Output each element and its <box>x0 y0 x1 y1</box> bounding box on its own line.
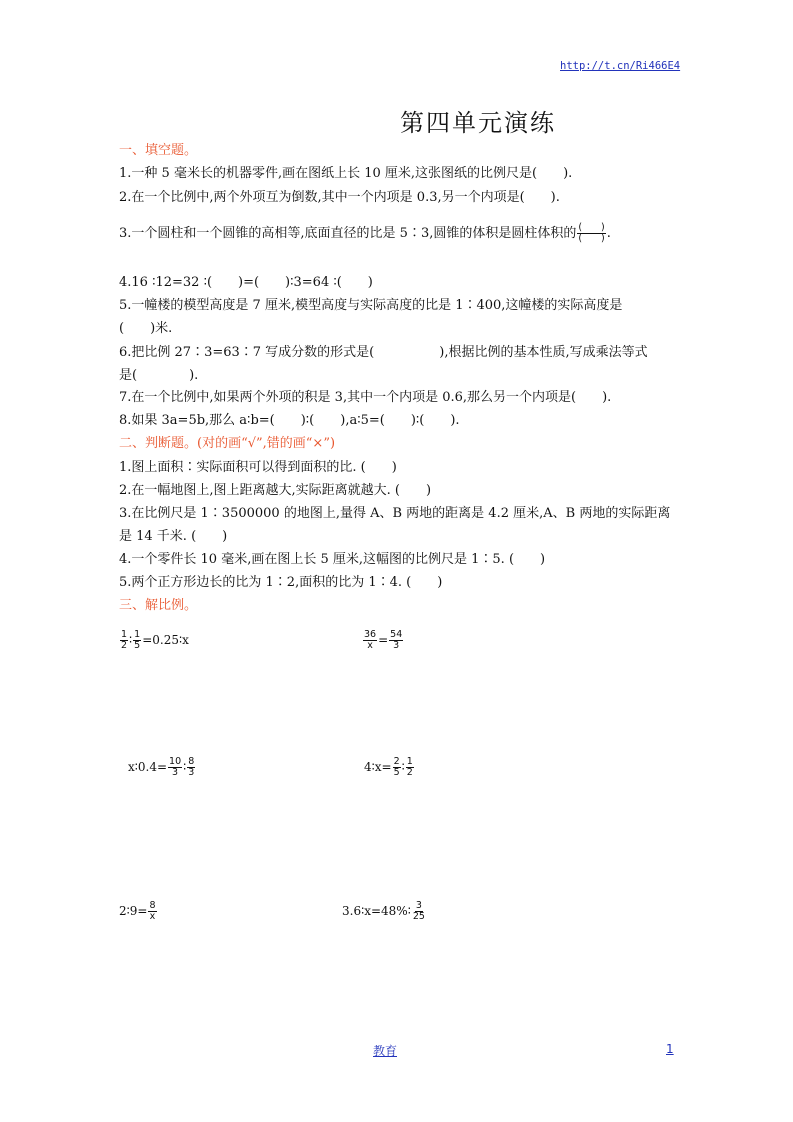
equation-rest: =0.25∶x <box>142 632 189 647</box>
fraction-denominator: 5 <box>134 639 141 651</box>
fraction-numerator: ( ) <box>578 222 605 234</box>
equation-lead: 3.6∶x=48%∶ <box>342 903 411 918</box>
fraction-numerator: 54 <box>390 629 403 640</box>
section-solve-heading: 三、解比例。 <box>119 598 198 613</box>
fraction-denominator: 3 <box>188 766 195 778</box>
fraction <box>363 630 377 651</box>
section-judge-heading: 二、判断题。(对的画“√”,错的画“×”) <box>119 436 336 451</box>
ratio-sign: ∶ <box>129 632 133 647</box>
fill-in-question-3-text: 3.一个圆柱和一个圆锥的高相等,底面直径的比是 5∶3,圆锥的体积是圆柱体积的 <box>119 226 577 241</box>
fill-in-question-1: 1.一种 5 毫米长的机器零件,画在图纸上长 10 厘米,这张图纸的比例尺是( ). <box>119 166 573 181</box>
solve-equation-4 <box>364 757 415 778</box>
fraction-numerator: 3 <box>415 900 422 911</box>
fraction-denominator: 5 <box>393 766 400 778</box>
fill-in-question-4: 4.16 ∶12=32 ∶( )=( )∶3=64 ∶( ) <box>119 275 373 290</box>
equation-lead: 2∶9= <box>119 903 148 918</box>
solve-equation-2 <box>362 630 404 651</box>
solve-equation-5 <box>119 901 158 922</box>
fraction <box>148 901 156 922</box>
fill-in-question-6-line-2: 是( ). <box>119 368 199 383</box>
fraction <box>133 630 141 651</box>
fraction <box>187 757 195 778</box>
equation-lead: 4∶x= <box>364 759 392 774</box>
header-url-link[interactable]: http://t.cn/Ri466E4 <box>560 60 681 72</box>
fill-in-question-5-line-1: 5.一幢楼的模型高度是 7 厘米,模型高度与实际高度的比是 1∶400,这幢楼的实际高度是 <box>119 298 623 313</box>
footer-center-link[interactable]: 教育 <box>373 1044 398 1058</box>
solve-equation-1 <box>119 630 189 651</box>
judge-question-3-line-1: 3.在比例尺是 1∶3500000 的地图上,量得 A、B 两地的距离是 4.2 厘米,A、B 两地的实际距离 <box>119 506 671 521</box>
fraction <box>120 630 128 651</box>
fill-in-question-5-line-2: ( )米. <box>119 321 173 336</box>
judge-question-4: 4.一个零件长 10 毫米,画在图上长 5 厘米,这幅图的比例尺是 1∶5. ( ) <box>119 552 546 567</box>
fraction <box>389 630 403 651</box>
fraction-numerator: 1 <box>406 756 413 767</box>
fill-in-question-6-line-1: 6.把比例 27∶3=63∶7 写成分数的形式是( ),根据比例的基本性质,写成乘法等式 <box>119 345 648 360</box>
fraction-numerator: 10 <box>169 756 182 767</box>
fraction-denominator: 2 <box>406 766 413 778</box>
ratio-sign: ∶ <box>401 759 405 774</box>
fraction <box>412 901 426 922</box>
fraction <box>393 757 401 778</box>
solve-equation-6 <box>342 901 427 922</box>
fill-in-question-3-end: . <box>606 226 611 241</box>
fill-in-question-3-fraction <box>577 223 605 244</box>
fill-in-question-7: 7.在一个比例中,如果两个外项的积是 3,其中一个内项是 0.6,那么另一个内项是( ). <box>119 390 612 405</box>
fraction-numerator: 1 <box>121 629 128 640</box>
judge-question-3-line-2: 是 14 千米. ( ) <box>119 529 228 544</box>
fraction-denominator: 25 <box>412 910 425 922</box>
page-number[interactable]: 1 <box>666 1042 674 1056</box>
fraction-denominator: 3 <box>172 766 179 778</box>
judge-question-2: 2.在一幅地图上,图上距离越大,实际距离就越大. ( ) <box>119 483 432 498</box>
fraction-numerator: 8 <box>149 900 156 911</box>
fraction-denominator: x <box>367 639 373 651</box>
fraction <box>168 757 182 778</box>
fill-in-question-2: 2.在一个比例中,两个外项互为倒数,其中一个内项是 0.3,另一个内项是( ). <box>119 190 560 205</box>
equation-lead: x∶0.4= <box>128 759 168 774</box>
fraction-denominator: x <box>149 910 156 922</box>
fraction-denominator: 3 <box>393 639 400 651</box>
page-title: 第四单元演练 <box>400 109 556 137</box>
judge-question-5: 5.两个正方形边长的比为 1∶2,面积的比为 1∶4. ( ) <box>119 575 443 590</box>
fraction-denominator: 2 <box>121 639 128 651</box>
fraction-numerator: 1 <box>134 629 141 640</box>
fraction-numerator: 2 <box>393 756 400 767</box>
fraction-numerator: 36 <box>364 629 377 640</box>
fill-in-question-8: 8.如果 3a=5b,那么 a∶b=( )∶( ),a∶5=( )∶( ). <box>119 413 460 428</box>
fraction-numerator: 8 <box>188 756 195 767</box>
fill-in-question-3 <box>119 222 611 244</box>
judge-question-1: 1.图上面积∶实际面积可以得到面积的比. ( ) <box>119 460 397 475</box>
ratio-sign: ∶ <box>183 759 187 774</box>
fraction <box>406 757 414 778</box>
equals-sign: = <box>378 632 389 647</box>
solve-equation-3 <box>128 757 196 778</box>
section-fill-in-heading: 一、填空题。 <box>119 143 198 158</box>
fraction-denominator: ( ) <box>578 233 605 244</box>
